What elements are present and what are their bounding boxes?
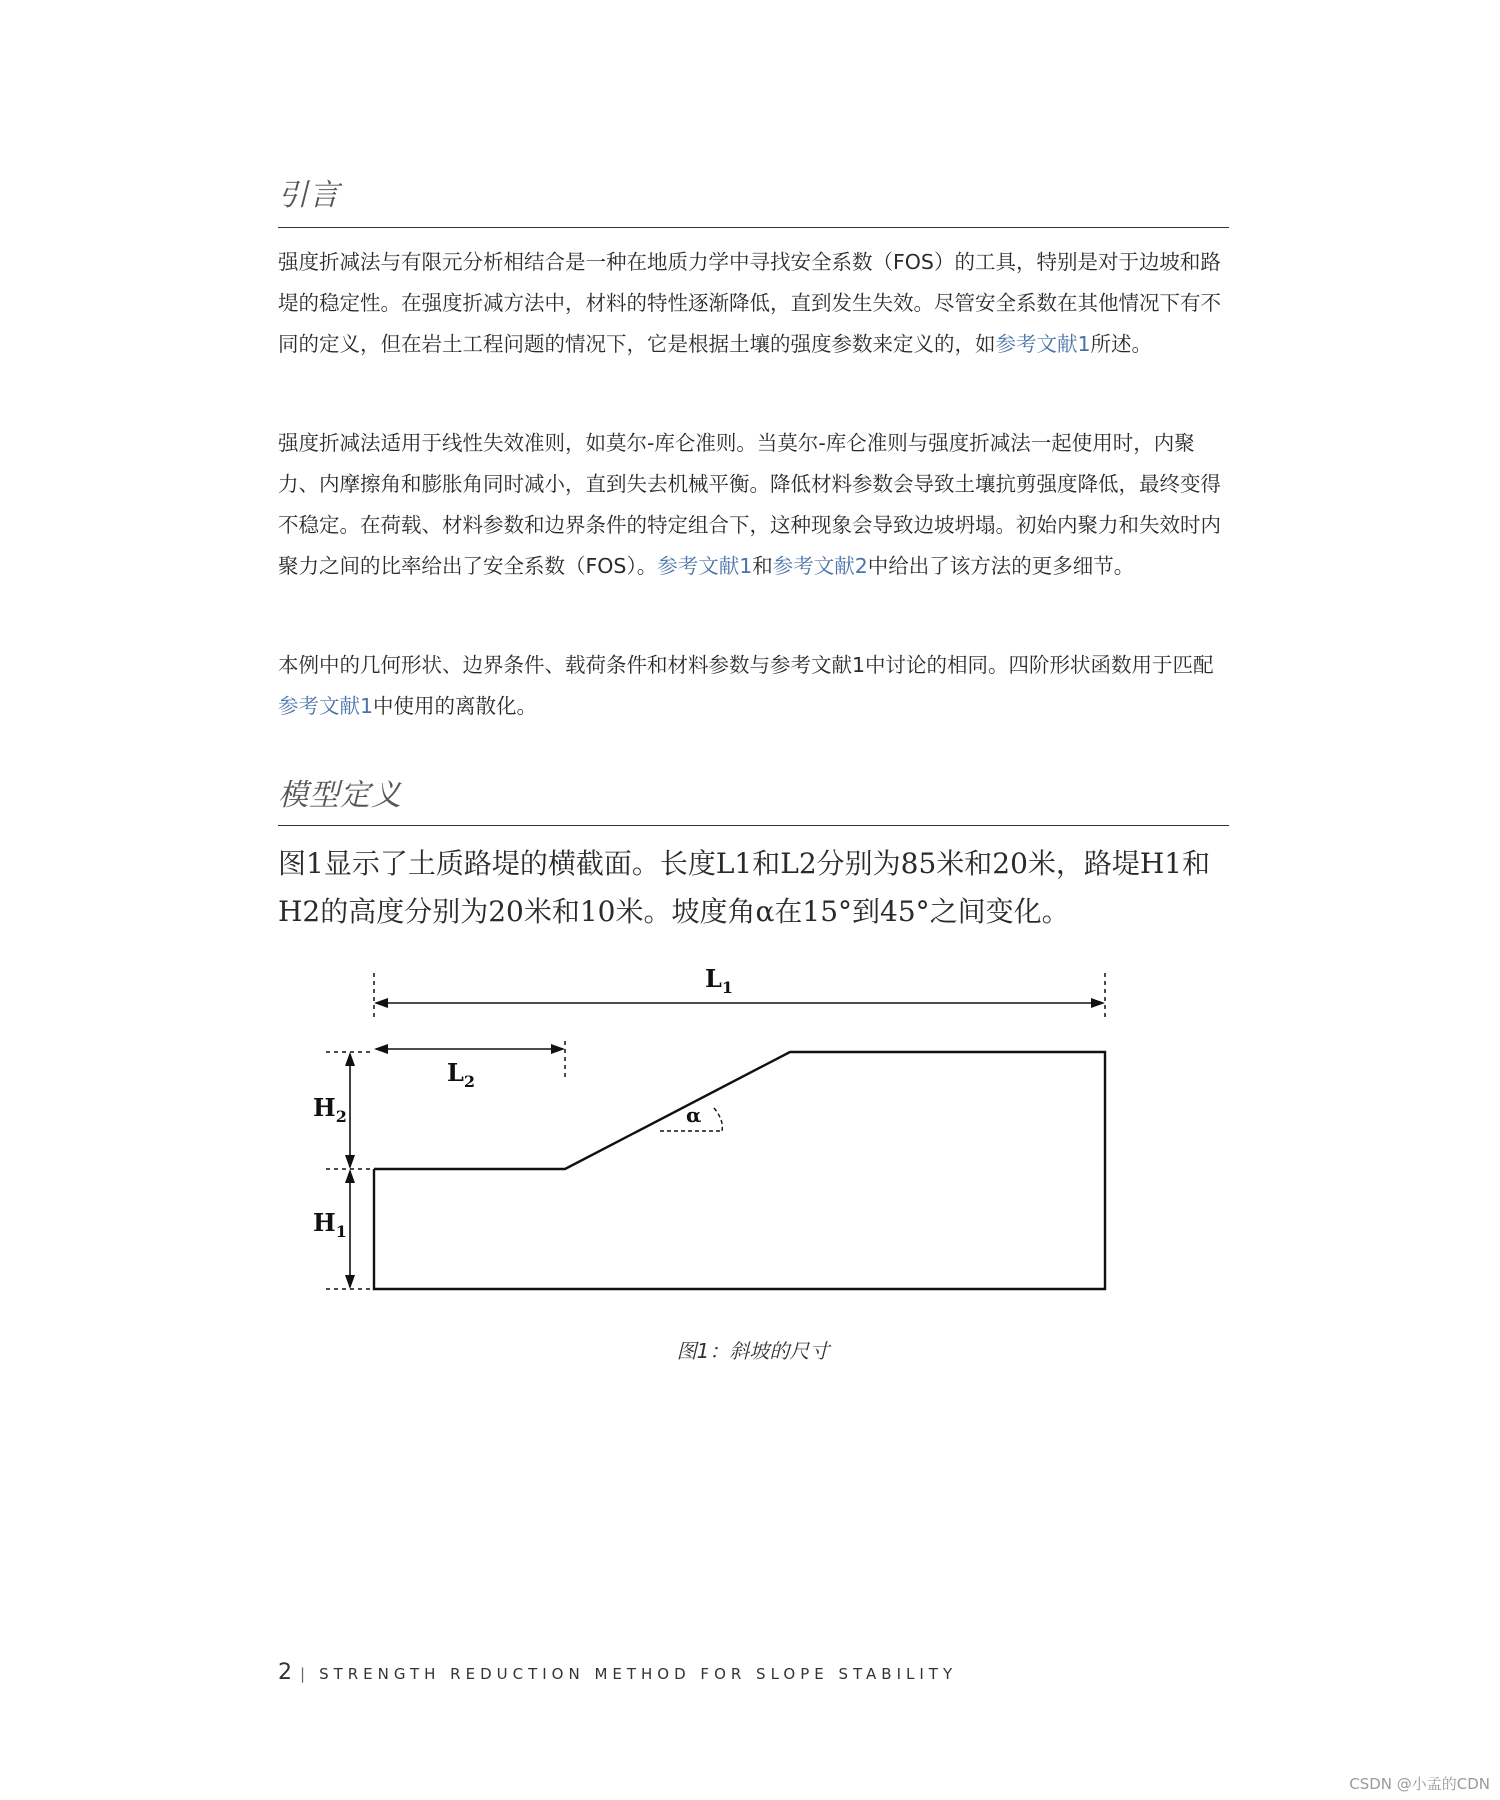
h2-top-arrow: [345, 1052, 355, 1066]
paragraph-text: 中给出了该方法的更多细节。: [867, 554, 1135, 578]
figure-caption: 图1：斜坡的尺寸: [676, 1339, 830, 1363]
angle-arc: [714, 1108, 722, 1131]
paragraph-text: 和: [752, 554, 773, 578]
watermark: CSDN @小孟的CDN: [1349, 1775, 1490, 1793]
footer-separator: |: [300, 1665, 306, 1683]
reference-link[interactable]: 参考文献1: [995, 332, 1091, 356]
l1-label: $L_1$: [705, 964, 734, 997]
section-heading-model: 模型定义: [278, 778, 402, 813]
l2-left-arrow: [374, 1044, 388, 1054]
h1-top-arrow: [345, 1169, 355, 1183]
paragraph-text: 本例中的几何形状、边界条件、载荷条件和材料参数与参考文献1中讨论的相同。四阶形状函数用于匹配: [278, 653, 1214, 677]
l1-right-arrow: [1091, 998, 1105, 1008]
intro-paragraph-1: [278, 242, 1228, 365]
page-footer: [278, 1660, 957, 1685]
h2-bottom-arrow: [345, 1155, 355, 1169]
intro-paragraph-2: [278, 423, 1228, 587]
footer-title: STRENGTH REDUCTION METHOD FOR SLOPE STABILITY: [319, 1665, 958, 1683]
reference-link[interactable]: 参考文献1: [278, 694, 374, 718]
paragraph-text: 强度折减法适用于线性失效准则，如莫尔-库仑准则。当莫尔-库仑准则与强度折减法一起使用时，内聚力、内摩擦角和膨胀角同时减小，直到失去机械平衡。降低材料参数会导致土壤抗剪强度降低，最终变得不稳定。在荷载、材料参数和边界条件的特定组合下，这种现象会导致边坡坍塌。初始内聚力和失效时内聚力之间的比率给出了安全系数（FOS）。: [278, 431, 1221, 578]
slope-diagram: [290, 955, 1140, 1305]
section-rule: [278, 227, 1229, 228]
paragraph-text: 中使用的离散化。: [373, 694, 538, 718]
h1-bottom-arrow: [345, 1275, 355, 1289]
l1-left-arrow: [374, 998, 388, 1008]
reference-link[interactable]: 参考文献1: [657, 554, 753, 578]
l2-label: $L_2$: [447, 1058, 476, 1091]
alpha-label: α: [686, 1103, 702, 1127]
intro-paragraph-3: [278, 645, 1228, 727]
paragraph-text: 强度折减法与有限元分析相结合是一种在地质力学中寻找安全系数（FOS）的工具，特别是对于边坡和路堤的稳定性。在强度折减方法中，材料的特性逐渐降低，直到发生失效。尽管安全系数在其他情况下有不同的定义，但在岩土工程问题的情况下，它是根据土壤的强度参数来定义的，如: [278, 250, 1221, 356]
l2-right-arrow: [551, 1044, 565, 1054]
h1-label: $H_1$: [313, 1208, 347, 1241]
page-number: 2: [278, 1660, 292, 1685]
section-heading-intro: 引言: [278, 178, 340, 213]
reference-link[interactable]: 参考文献2: [772, 554, 868, 578]
section-rule: [278, 825, 1229, 826]
h2-label: $H_2$: [313, 1093, 347, 1126]
slope-outline: [374, 1052, 1105, 1289]
paragraph-text: 所述。: [1090, 332, 1153, 356]
model-paragraph: 图1显示了土质路堤的横截面。长度L1和L2分别为85米和20米，路堤H1和H2的高度分别为20米和10米。坡度角α在15°到45°之间变化。: [278, 847, 1211, 928]
